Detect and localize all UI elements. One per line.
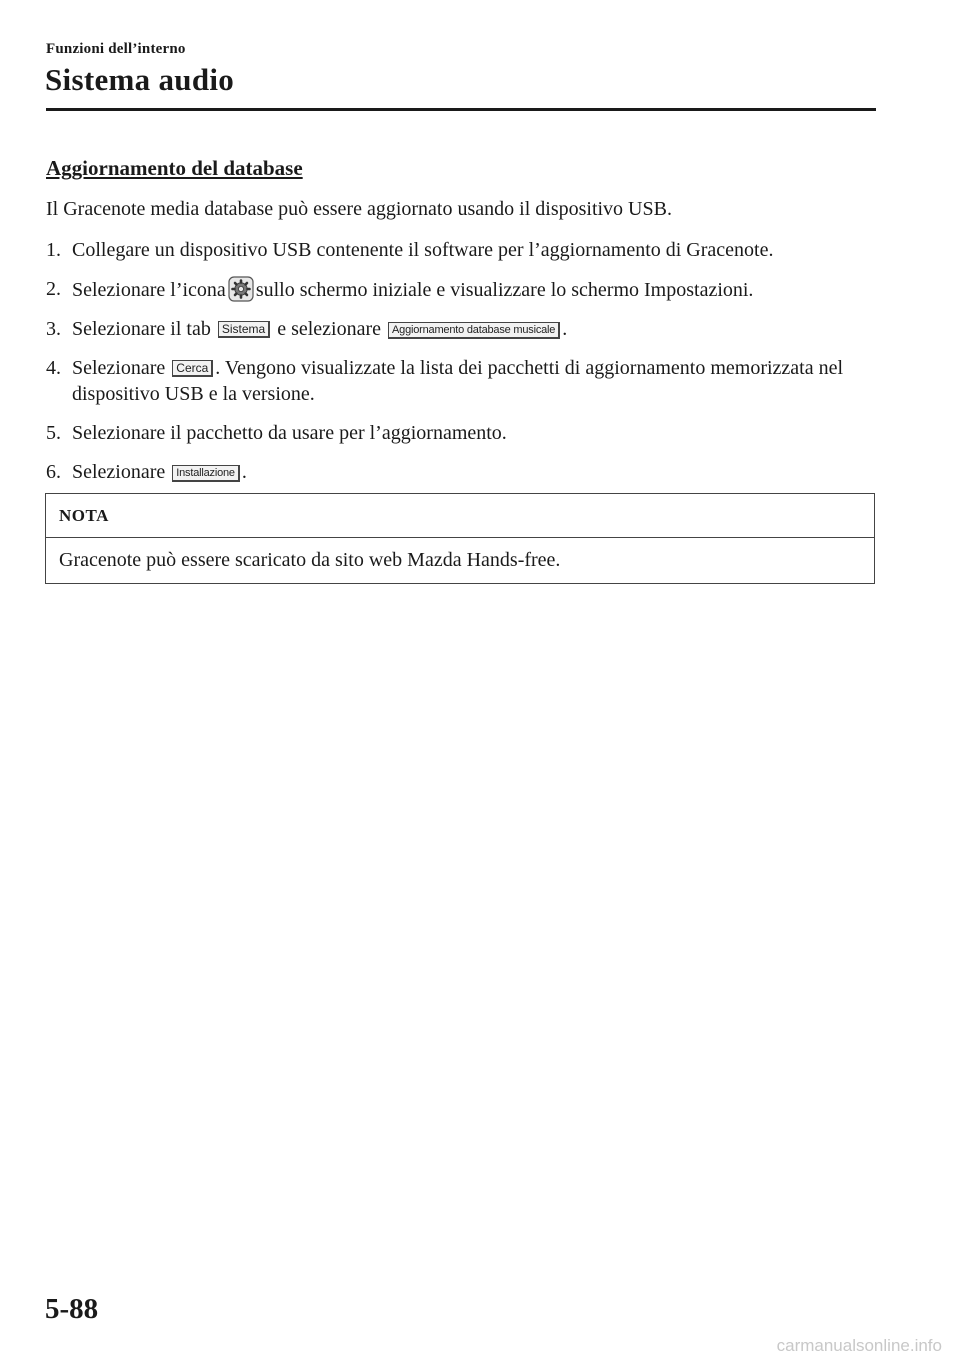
list-item (46, 355, 876, 407)
watermark: carmanualsonline.info (776, 1336, 942, 1355)
step-text: Selezionare (72, 461, 166, 483)
intro-paragraph: Il Gracenote media database può essere aggiornato usando il dispositivo USB. (46, 198, 672, 220)
subheading: Aggiornamento del database (46, 156, 303, 180)
step-text: . Vengono visualizzate la lista dei pacchetti di aggiornamento memorizzata nel dispositivo USB e la versione. (72, 357, 844, 405)
list-item (46, 459, 876, 485)
step-number: 1. (46, 239, 61, 261)
step-text: Selezionare (72, 357, 166, 379)
list-item (46, 276, 876, 303)
step-number: 3. (46, 318, 61, 340)
note-box (45, 493, 875, 584)
installazione-button: Installazione (172, 465, 240, 482)
steps-list (46, 237, 876, 485)
list-item (46, 316, 876, 342)
step-number: 4. (46, 357, 61, 379)
step-text: Collegare un dispositivo USB contenente il software per l’aggiornamento di Gracenote. (72, 239, 774, 261)
step-text: e selezionare (277, 318, 382, 340)
step-number: 6. (46, 461, 61, 483)
note-heading: NOTA (46, 494, 874, 538)
cerca-button: Cerca (172, 360, 213, 377)
step-text: . (562, 318, 568, 340)
step-number: 2. (46, 278, 61, 300)
step-text: Selezionare l’icona (72, 279, 226, 301)
list-item (46, 237, 876, 263)
chapter-label: Funzioni dell’interno (46, 41, 186, 57)
step-text: sullo schermo iniziale e visualizzare lo schermo Impostazioni. (255, 279, 754, 301)
section-title: Sistema audio (45, 62, 235, 97)
step-number: 5. (46, 422, 61, 444)
sistema-tab-button: Sistema (218, 321, 270, 338)
title-divider (46, 108, 876, 111)
main-content (46, 156, 876, 498)
settings-gear-icon (228, 276, 254, 302)
aggiornamento-database-button: Aggiornamento database musicale (388, 322, 560, 339)
step-text: Selezionare il pacchetto da usare per l’aggiornamento. (72, 422, 507, 444)
step-text: . (241, 461, 247, 483)
list-item (46, 420, 876, 446)
note-body: Gracenote può essere scaricato da sito web Mazda Hands-free. (59, 549, 561, 571)
step-text: Selezionare il tab (72, 318, 211, 340)
page-number: 5-88 (45, 1293, 99, 1325)
